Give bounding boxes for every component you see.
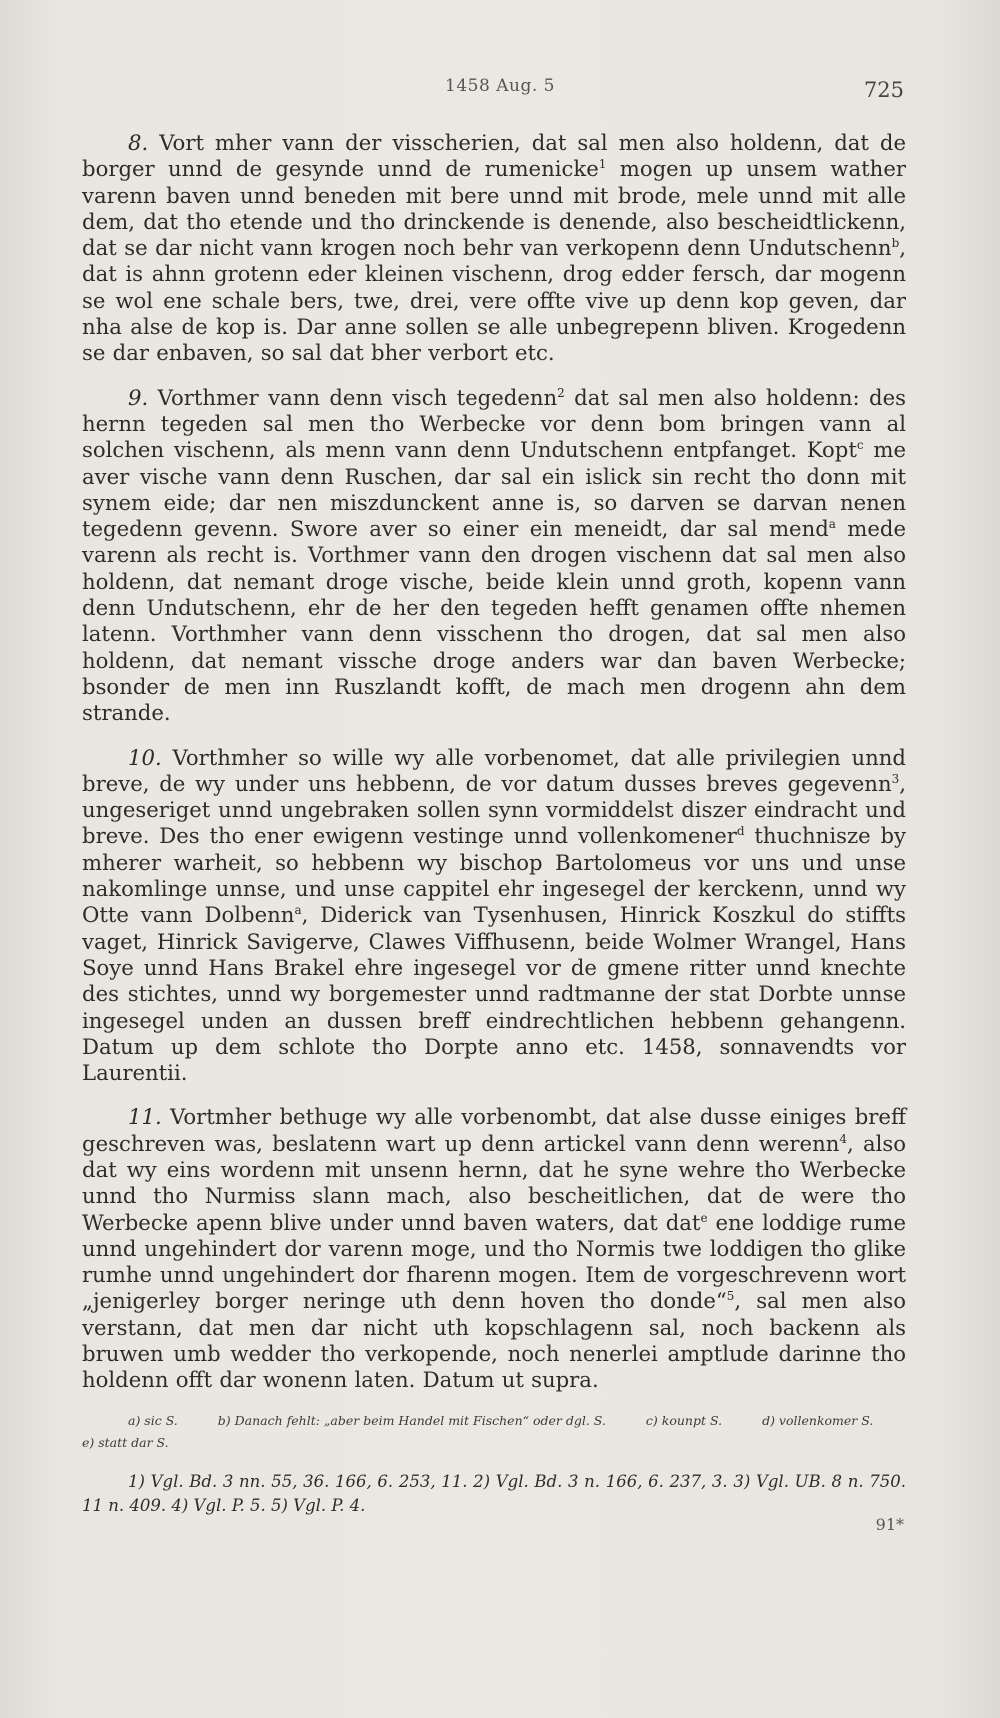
- note-marker: 2: [557, 385, 565, 400]
- paragraph: [82, 745, 906, 1087]
- paragraph: [82, 130, 906, 367]
- note-marker: c: [856, 438, 864, 453]
- variant-note: b) Danach fehlt: „aber beim Handel mit Fischen“ oder dgl. S.: [217, 1413, 606, 1428]
- variant-notes: [82, 1410, 906, 1454]
- running-title: 1458 Aug. 5: [445, 76, 555, 96]
- text-run: Vortmher bethuge wy alle vorbenombt, dat alse dusse einiges breff geschreven was, beslatenn wart up denn artickel vann denn werenn: [82, 1104, 906, 1156]
- page-number: 725: [863, 78, 904, 102]
- note-marker: 1: [598, 157, 607, 172]
- text-run: thuchnisze by mherer warheit, so hebbenn wy bischop Bartolomeus vor uns und unse nakomlinge unnse, und unse cappitel ehr ingesegel der kerckenn, unnd wy Otte vann Dolbenn: [82, 823, 906, 928]
- variant-note: d) vollenkomer S.: [762, 1413, 874, 1428]
- text-run: dat sal men also holdenn: des hernn tegeden sal men tho Werbecke vor denn bom bringen vann al solchen vischenn, als menn vann denn Undutschenn entpfanget. Kopt: [82, 384, 906, 463]
- note-marker: 5: [726, 1289, 735, 1304]
- paragraph-number: 11.: [128, 1104, 162, 1130]
- variant-note: a) sic S.: [128, 1413, 178, 1428]
- text-run: , dat is ahnn grotenn eder kleinen vischenn, drog edder fersch, dar mogenn se wol ene schale bers, twe, drei, vere offte vive up denn kop geven, dar nha alse de kop is. Dar anne sollen se alle unbegrepenn bliven. Krogedenn se dar enbaven, so sal dat bher verbort etc.: [82, 235, 906, 366]
- note-marker: a: [294, 903, 302, 918]
- page-header: [0, 70, 1000, 110]
- note-marker: 3: [891, 771, 900, 786]
- text-run: Vort mher vann der visscherien, dat sal men also holdenn, dat de borger unnd de gesynde unnd de rumenicke: [82, 130, 906, 182]
- paragraph: [82, 385, 906, 727]
- note-marker: e: [700, 1210, 708, 1225]
- text-run: Vorthmher so wille wy alle vorbenomet, dat alle privilegien unnd breve, de wy under uns hebbenn, de vor datum dusses breves gegevenn: [82, 744, 906, 796]
- note-marker: b: [891, 236, 900, 251]
- variant-note: e) statt dar S.: [82, 1435, 169, 1450]
- text-run: , Diderick van Tysenhusen, Hinrick Koszkul do stiffts vaget, Hinrick Savigerve, Clawes Viffhusenn, beide Wolmer Wrangel, Hans Soye unnd Hans Brakel ehre ingesegel vor de gmene ritter unnd knechte des stichtes, unnd wy borgemester unnd radtmanne der stat Dorbte unnse ingesegel unden an dussen breff eindrechtlichen hebbenn gehangenn. Datum up dem schlote tho Dorpte anno etc. 1458, sonnavendts vor Laurentii.: [82, 902, 906, 1086]
- text-run: , ungeseriget unnd ungebraken sollen synn vormiddelst diszer eindracht und breve. Des tho ener ewigenn vestinge unnd vollenkomener: [82, 770, 906, 849]
- note-marker: d: [736, 824, 745, 839]
- text-run: Vorthmer vann denn visch tegedenn: [157, 384, 558, 410]
- paragraph-number: 9.: [128, 384, 149, 410]
- text-run: , sal men also verstann, dat men dar nicht uth kopschlagenn sal, noch backenn als bruwen umb wedder tho verkopende, noch nenerlei amptlude darinne tho holdenn offt dar wonenn laten. Datum ut supra.: [82, 1288, 906, 1393]
- text-run: ene loddige rume unnd ungehindert dor varenn moge, und tho Normis twe loddigen tho glike rumhe unnd ungehindert dor fharenn mogen. Item de vorgeschrevenn wort „jenigerley borger neringe uth denn hoven tho donde“: [82, 1209, 906, 1314]
- text-run: me aver vische vann denn Ruschen, dar sal ein islick sin recht tho donn mit synem eide; dar nen miszdunckent anne is, so darven se darvan nenen tegedenn gevenn. Swore aver so einer ein meneidt, dar sal mend: [82, 437, 906, 542]
- paragraph-number: 8.: [128, 130, 149, 155]
- variant-note: c) kounpt S.: [645, 1413, 723, 1428]
- apparatus: [82, 1410, 906, 1518]
- paragraph-number: 10.: [128, 744, 162, 770]
- main-text: [82, 130, 906, 1412]
- note-marker: a: [828, 517, 836, 532]
- text-run: mogen up unsem wather varenn baven unnd beneden mit bere unnd mit brode, mele unnd mit alle dem, dat tho etende und tho drinckende is denende, also bescheidtlickenn, dat se dar nicht vann krogen noch behr van verkopenn denn Undutschenn: [82, 156, 906, 261]
- text-run: mede varenn als recht is. Vorthmer vann den drogen vischenn dat sal men also holdenn, dat nemant droge vische, beide klein unnd groth, kopenn vann denn Undutschenn, ehr de her den tegeden hefft genamen offte nhemen latenn. Vorthmher vann denn visschenn tho drogen, dat sal men also holdenn, dat nemant vissche droge anders war dan baven Werbecke; bsonder de men inn Ruszlandt kofft, de mach men drogenn ahn dem strande.: [82, 516, 907, 726]
- text-run: , also dat wy eins wordenn mit unsenn hernn, dat he syne wehre tho Werbecke unnd tho Nurmiss slann mach, also bescheitlichen, dat de were tho Werbecke apenn blive under unnd baven waters, dat dat: [82, 1130, 906, 1235]
- note-marker: 4: [839, 1131, 847, 1146]
- footnotes: 1) Vgl. Bd. 3 nn. 55, 36. 166, 6. 253, 11. 2) Vgl. Bd. 3 n. 166, 6. 237, 3. 3) Vgl. UB. 8 n. 750. 11 n. 409. 4) Vgl. P. 5. 5) Vgl. P. 4.: [82, 1472, 906, 1515]
- paragraph: [82, 1104, 906, 1393]
- signature-mark: 91*: [875, 1515, 904, 1534]
